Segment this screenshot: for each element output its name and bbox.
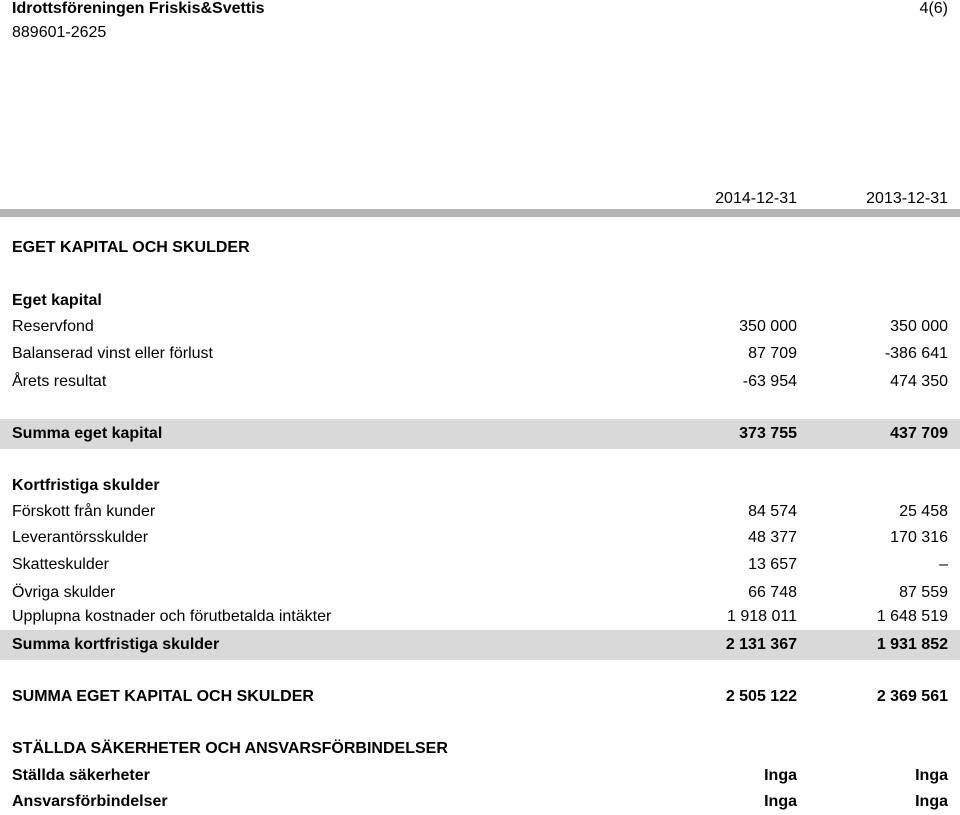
table-row (0, 524, 960, 551)
table-row (0, 368, 960, 395)
table-row (0, 551, 960, 578)
row-label: Ansvarsförbindelser (12, 793, 168, 810)
short-term-total-row (0, 630, 960, 660)
table-row (0, 788, 960, 815)
table-row (0, 498, 960, 525)
column-header-row (0, 185, 960, 212)
row-label: Balanserad vinst eller förlust (12, 345, 213, 362)
organization-number: 889601-2625 (12, 24, 107, 41)
row-value-previous: 474 350 (890, 373, 948, 390)
row-value-previous: Inga (915, 767, 948, 784)
row-label: Upplupna kostnader och förutbetalda intäkter (12, 608, 332, 625)
pledges-heading (0, 735, 960, 762)
row-value-current: 13 657 (748, 556, 797, 573)
row-value-current: 84 574 (748, 503, 797, 520)
row-value-previous: 25 458 (899, 503, 948, 520)
row-value-current: -63 954 (742, 373, 797, 390)
equity-heading-text: Eget kapital (12, 292, 102, 309)
row-value-current: Inga (764, 767, 797, 784)
row-value-current: 87 709 (748, 345, 797, 362)
header-divider (0, 209, 960, 217)
page-number: 4(6) (919, 0, 948, 17)
row-label: Leverantörsskulder (12, 529, 149, 546)
row-value-previous: 350 000 (890, 318, 948, 335)
grand-total-previous: 2 369 561 (876, 688, 948, 705)
row-label: Övriga skulder (12, 584, 116, 601)
row-label: Förskott från kunder (12, 503, 156, 520)
row-value-previous: -386 641 (884, 345, 948, 362)
column-current-date: 2014-12-31 (715, 190, 797, 207)
row-value-previous: 170 316 (890, 529, 948, 546)
column-previous-date: 2013-12-31 (866, 190, 948, 207)
total-value-previous: 1 931 852 (876, 636, 948, 653)
table-row (0, 762, 960, 789)
row-value-previous: – (939, 556, 948, 573)
total-label: Summa eget kapital (12, 425, 163, 442)
table-row (0, 313, 960, 340)
short-term-heading (0, 472, 960, 499)
row-value-current: 350 000 (739, 318, 797, 335)
row-value-current: Inga (764, 793, 797, 810)
row-value-previous: 1 648 519 (876, 608, 948, 625)
pledges-heading-text: STÄLLDA SÄKERHETER OCH ANSVARSFÖRBINDELSER (12, 740, 448, 757)
row-value-current: 66 748 (748, 584, 797, 601)
row-value-current: 1 918 011 (727, 608, 797, 625)
short-term-heading-text: Kortfristiga skulder (12, 477, 160, 494)
equity-heading (0, 287, 960, 314)
row-value-previous: Inga (915, 793, 948, 810)
total-label: Summa kortfristiga skulder (12, 636, 220, 653)
row-label: Skatteskulder (12, 556, 109, 573)
grand-total-label: SUMMA EGET KAPITAL OCH SKULDER (12, 688, 314, 705)
table-row (0, 579, 960, 606)
table-row (0, 603, 960, 630)
total-value-previous: 437 709 (890, 425, 948, 442)
grand-total-current: 2 505 122 (725, 688, 797, 705)
section-title-text: EGET KAPITAL OCH SKULDER (12, 239, 250, 256)
organization-name: Idrottsföreningen Friskis&Svettis (12, 0, 265, 17)
table-row (0, 340, 960, 367)
grand-total-row (0, 683, 960, 710)
row-label: Årets resultat (12, 373, 107, 390)
row-label: Reservfond (12, 318, 94, 335)
total-value-current: 2 131 367 (725, 636, 797, 653)
row-value-current: 48 377 (748, 529, 797, 546)
total-value-current: 373 755 (739, 425, 797, 442)
equity-total-row (0, 419, 960, 449)
row-label: Ställda säkerheter (12, 767, 150, 784)
row-value-previous: 87 559 (899, 584, 948, 601)
section-title (0, 234, 960, 261)
